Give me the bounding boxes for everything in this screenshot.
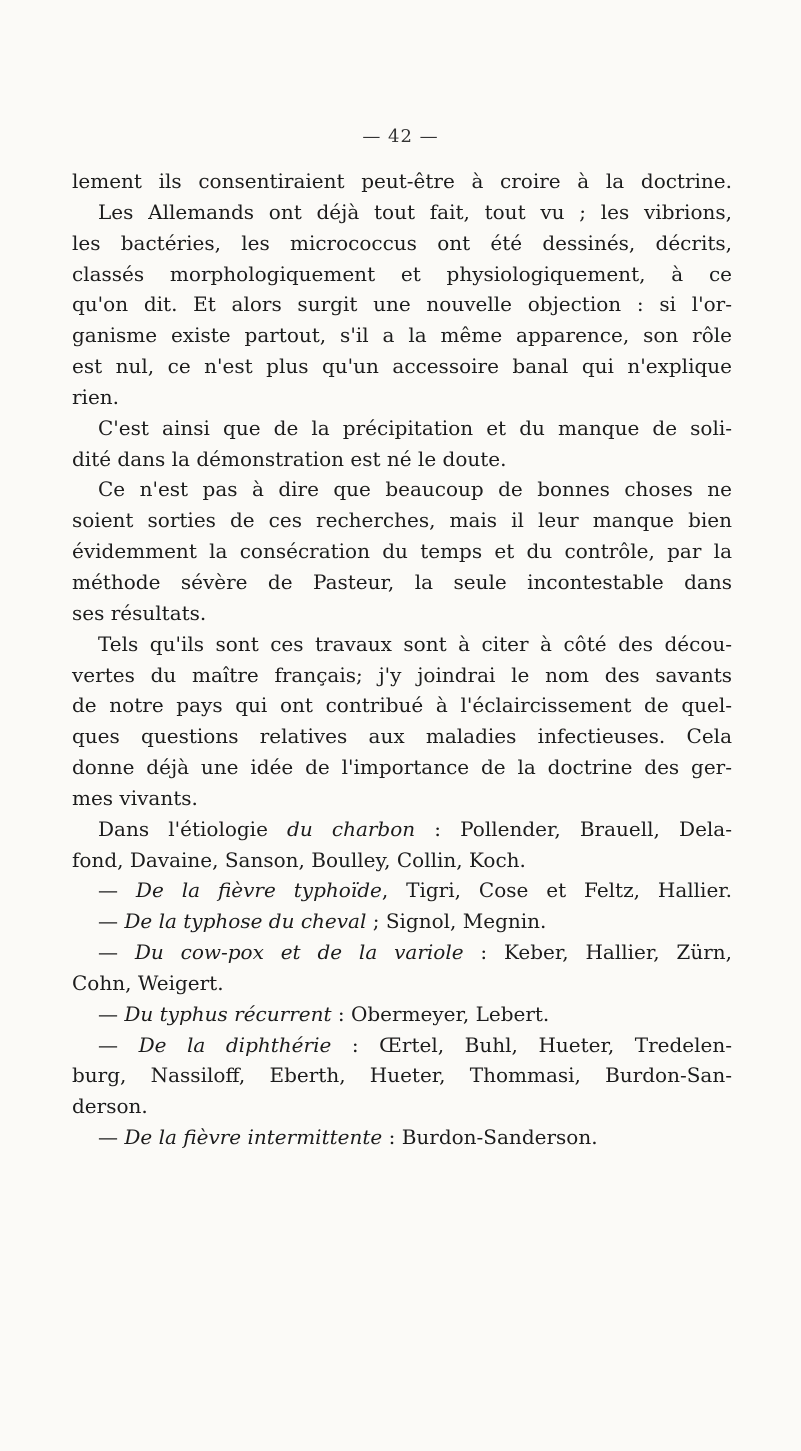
text-line bbox=[72, 413, 732, 444]
text-segment: est nul, ce n'est plus qu'un accessoire banal qui n'explique bbox=[72, 354, 732, 379]
text-segment: dité dans la démonstration est né le doute. bbox=[72, 446, 507, 471]
text-line bbox=[72, 906, 732, 937]
text-segment: ques questions relatives aux maladies infectieuses. Cela bbox=[72, 724, 732, 749]
text-line bbox=[72, 382, 732, 413]
text-line bbox=[72, 690, 732, 721]
text-segment: mes vivants. bbox=[72, 785, 198, 810]
text-segment: fond, Davaine, Sanson, Boulley, Collin, Koch. bbox=[72, 847, 526, 872]
text-line bbox=[72, 875, 732, 906]
text-line bbox=[72, 351, 732, 382]
text-segment: qu'on dit. Et alors surgit une nouvelle objection : si l'or- bbox=[72, 292, 732, 317]
text-segment: rien. bbox=[72, 384, 120, 409]
text-segment: ; Signol, Megnin. bbox=[366, 909, 547, 934]
text-line bbox=[72, 1060, 732, 1091]
text-segment: — bbox=[98, 878, 136, 903]
text-line bbox=[72, 1091, 732, 1122]
text-segment: — bbox=[98, 909, 125, 934]
text-segment: évidemment la consécration du temps et du contrôle, par la bbox=[72, 539, 732, 564]
italic-segment: du charbon bbox=[287, 816, 416, 841]
italic-segment: De la typhose du cheval bbox=[124, 909, 367, 934]
text-segment: : Pollender, Brauell, Dela- bbox=[415, 816, 732, 841]
text-line bbox=[72, 999, 732, 1030]
text-segment: Les Allemands ont déjà tout fait, tout vu ; les vibrions, bbox=[98, 199, 732, 224]
text-segment: donne déjà une idée de l'importance de la doctrine des ger- bbox=[72, 755, 732, 780]
text-segment: de notre pays qui ont contribué à l'éclaircissement de quel- bbox=[72, 693, 732, 718]
text-segment: : Keber, Hallier, Zürn, bbox=[463, 940, 732, 965]
text-line bbox=[72, 1030, 732, 1061]
text-segment: — bbox=[98, 1001, 125, 1026]
text-segment: , Tigri, Cose et Feltz, Hallier. bbox=[381, 878, 733, 903]
text-segment: — bbox=[98, 940, 135, 965]
text-line bbox=[72, 197, 732, 228]
text-line bbox=[72, 937, 732, 968]
text-line bbox=[72, 259, 732, 290]
page-number: — 42 — bbox=[362, 126, 439, 147]
text-line bbox=[72, 320, 732, 351]
text-line bbox=[72, 968, 732, 999]
text-line bbox=[72, 166, 732, 197]
text-line bbox=[72, 598, 732, 629]
text-line bbox=[72, 814, 732, 845]
text-segment: classés morphologiquement et physiologiquement, à ce bbox=[72, 261, 732, 286]
italic-segment: Du cow-pox et de la variole bbox=[134, 940, 464, 965]
text-segment: : Burdon-Sanderson. bbox=[382, 1125, 598, 1150]
text-segment: Cohn, Weigert. bbox=[72, 970, 224, 995]
italic-segment: Du typhus récurrent bbox=[124, 1001, 332, 1026]
text-line bbox=[72, 444, 732, 475]
text-segment: Tels qu'ils sont ces travaux sont à citer à côté des décou- bbox=[98, 631, 732, 656]
text-segment: Ce n'est pas à dire que beaucoup de bonnes choses ne bbox=[98, 477, 732, 502]
text-line bbox=[72, 474, 732, 505]
text-line bbox=[72, 289, 732, 320]
text-line bbox=[72, 721, 732, 752]
text-segment: les bactéries, les micrococcus ont été dessinés, décrits, bbox=[72, 230, 732, 255]
text-segment: — bbox=[98, 1125, 125, 1150]
text-line bbox=[72, 660, 732, 691]
text-line bbox=[72, 752, 732, 783]
text-segment: Dans l'étiologie bbox=[98, 816, 288, 841]
text-segment: lement ils consentiraient peut-être à croire à la doctrine. bbox=[72, 169, 732, 193]
italic-segment: De la fièvre intermittente bbox=[124, 1125, 383, 1150]
body-text bbox=[72, 166, 732, 1153]
text-line bbox=[72, 567, 732, 598]
italic-segment: De la fièvre typhoïde bbox=[135, 878, 382, 903]
text-segment: vertes du maître français; j'y joindrai le nom des savants bbox=[72, 662, 732, 687]
text-segment: — bbox=[98, 1032, 139, 1057]
text-segment: : Œrtel, Buhl, Hueter, Tredelen- bbox=[331, 1032, 732, 1057]
text-segment: C'est ainsi que de la précipitation et du manque de soli- bbox=[98, 415, 732, 440]
text-line bbox=[72, 505, 732, 536]
text-segment: : Obermeyer, Lebert. bbox=[331, 1001, 550, 1026]
text-line bbox=[72, 629, 732, 660]
text-line bbox=[72, 783, 732, 814]
text-segment: soient sorties de ces recherches, mais il leur manque bien bbox=[72, 508, 732, 533]
text-segment: derson. bbox=[72, 1094, 148, 1119]
text-line bbox=[72, 228, 732, 259]
text-segment: ses résultats. bbox=[72, 600, 207, 625]
text-line bbox=[72, 536, 732, 567]
text-line bbox=[72, 845, 732, 876]
text-segment: méthode sévère de Pasteur, la seule incontestable dans bbox=[72, 569, 732, 594]
text-segment: ganisme existe partout, s'il a la même apparence, son rôle bbox=[72, 323, 732, 348]
text-line bbox=[72, 1122, 732, 1153]
italic-segment: De la diphthérie bbox=[138, 1032, 332, 1057]
text-segment: burg, Nassiloff, Eberth, Hueter, Thommasi, Burdon-San- bbox=[72, 1063, 732, 1088]
